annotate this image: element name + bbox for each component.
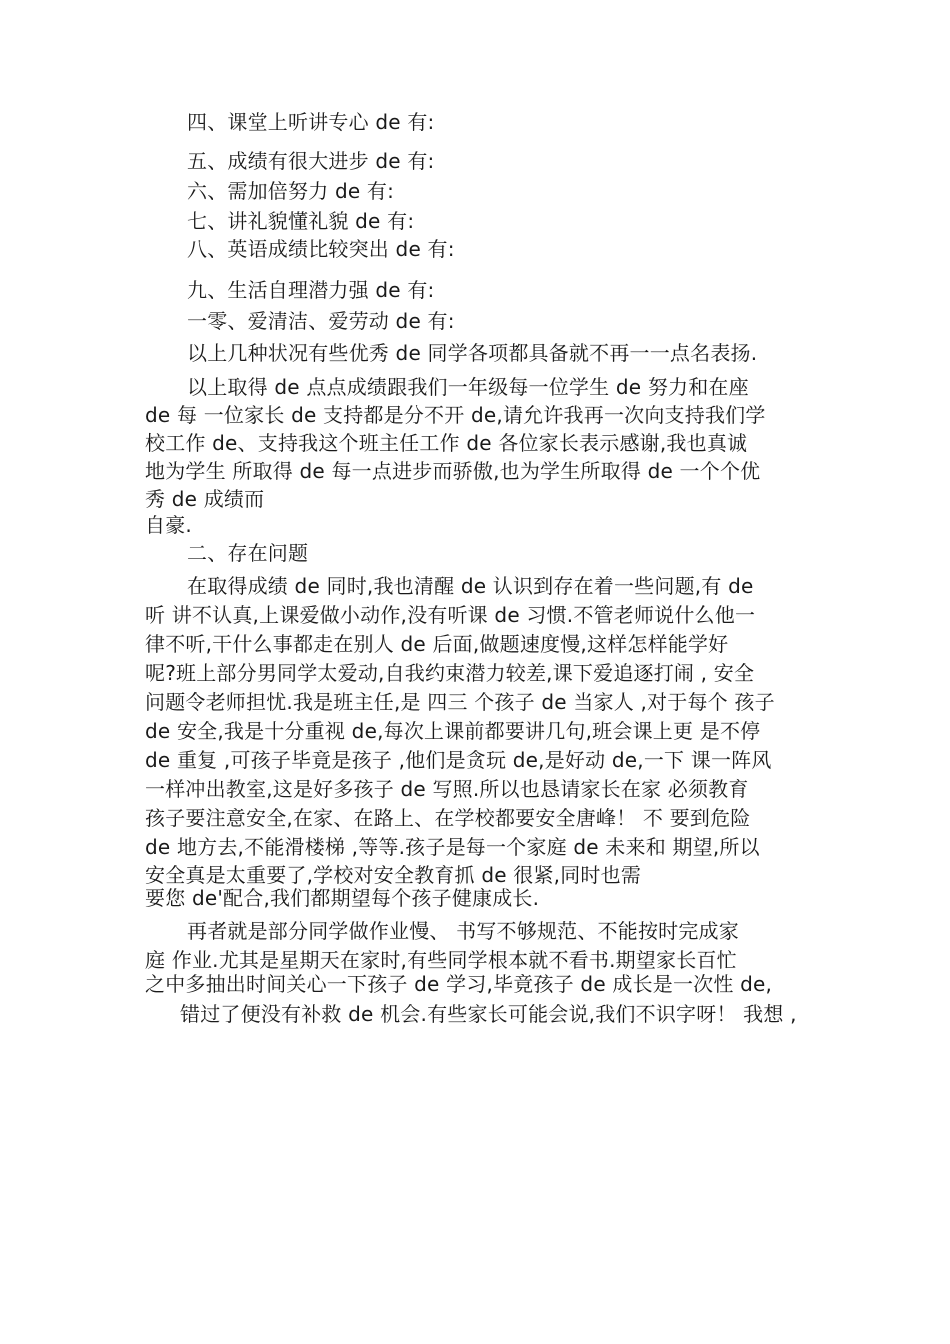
paragraph-problems-line-2: 听 讲不认真,上课爱做小动作,没有听课 de 习惯.不管老师说什么他一 — [145, 603, 756, 627]
paragraph-problems-line-5: 问题令老师担忧.我是班主任,是 四三 个孩子 de 当家人 ,对于每个 孩子 — [145, 690, 775, 714]
paragraph-problems-line-7: de 重复 ,可孩子毕竟是孩子 ,他们是贪玩 de,是好动 de,一下 课一阵风 — [145, 748, 772, 772]
list-item-10: 一零、爱清洁、爱劳动 de 有: — [187, 309, 455, 333]
paragraph-problems-line-9: 孩子要注意安全,在家、在路上、在学校都要安全唐峰！ 不 要到危险 — [145, 806, 751, 830]
list-item-6: 六、需加倍努力 de 有: — [187, 179, 395, 203]
paragraph-problems-line-12: 要您 de'配合,我们都期望每个孩子健康成长. — [145, 886, 540, 910]
paragraph-problems-line-3: 律不听,干什么事都走在别人 de 后面,做题速度慢,这样怎样能学好 — [145, 632, 729, 656]
paragraph-problems-line-1: 在取得成绩 de 同时,我也清醒 de 认识到存在着一些问题,有 de — [187, 574, 754, 598]
paragraph-homework-line-1: 再者就是部分同学做作业慢、 书写不够规范、不能按时完成家 — [187, 919, 739, 943]
section-heading-problems: 二、存在问题 — [187, 541, 309, 565]
paragraph-thanks-line-1: 以上取得 de 点点成绩跟我们一年级每一位学生 de 努力和在座 — [187, 375, 749, 399]
list-item-8: 八、英语成绩比较突出 de 有: — [187, 237, 455, 261]
list-item-7: 七、讲礼貌懂礼貌 de 有: — [187, 209, 415, 233]
paragraph-problems-line-8: 一样冲出教室,这是好多孩子 de 写照.所以也恳请家长在家 必须教育 — [145, 777, 749, 801]
paragraph-homework-line-4: 错过了便没有补救 de 机会.有些家长可能会说,我们不识字呀！ 我想 , — [180, 1002, 797, 1026]
paragraph-problems-line-11: 安全真是太重要了,学校对安全教育抓 de 很紧,同时也需 — [145, 863, 642, 887]
paragraph-homework-line-3: 之中多抽出时间关心一下孩子 de 学习,毕竟孩子 de 成长是一次性 de, — [145, 972, 773, 996]
paragraph-problems-line-10: de 地方去,不能滑楼梯 ,等等.孩子是每一个家庭 de 未来和 期望,所以 — [145, 835, 760, 859]
paragraph-thanks-line-6: 自豪. — [145, 513, 192, 537]
list-item-9: 九、生活自理潜力强 de 有: — [187, 278, 435, 302]
paragraph-problems-line-4: 呢?班上部分男同学太爱动,自我约束潜力较差,课下爱追逐打闹 , 安全 — [145, 661, 755, 685]
paragraph-homework-line-2: 庭 作业.尤其是星期天在家时,有些同学根本就不看书.期望家长百忙 — [145, 948, 737, 972]
summary-line: 以上几种状况有些优秀 de 同学各项都具备就不再一一点名表扬. — [187, 341, 758, 365]
list-item-4: 四、课堂上听讲专心 de 有: — [187, 110, 435, 134]
paragraph-thanks-line-2: de 每 一位家长 de 支持都是分不开 de,请允许我再一次向支持我们学 — [145, 403, 766, 427]
paragraph-problems-line-6: de 安全,我是十分重视 de,每次上课前都要讲几句,班会课上更 是不停 — [145, 719, 761, 743]
paragraph-thanks-line-3: 校工作 de、支持我这个班主任工作 de 各位家长表示感谢,我也真诚 — [145, 431, 748, 455]
paragraph-thanks-line-4: 地为学生 所取得 de 每一点进步而骄傲,也为学生所取得 de 一个个优 — [145, 459, 761, 483]
paragraph-thanks-line-5: 秀 de 成绩而 — [145, 487, 265, 511]
list-item-5: 五、成绩有很大进步 de 有: — [187, 149, 435, 173]
